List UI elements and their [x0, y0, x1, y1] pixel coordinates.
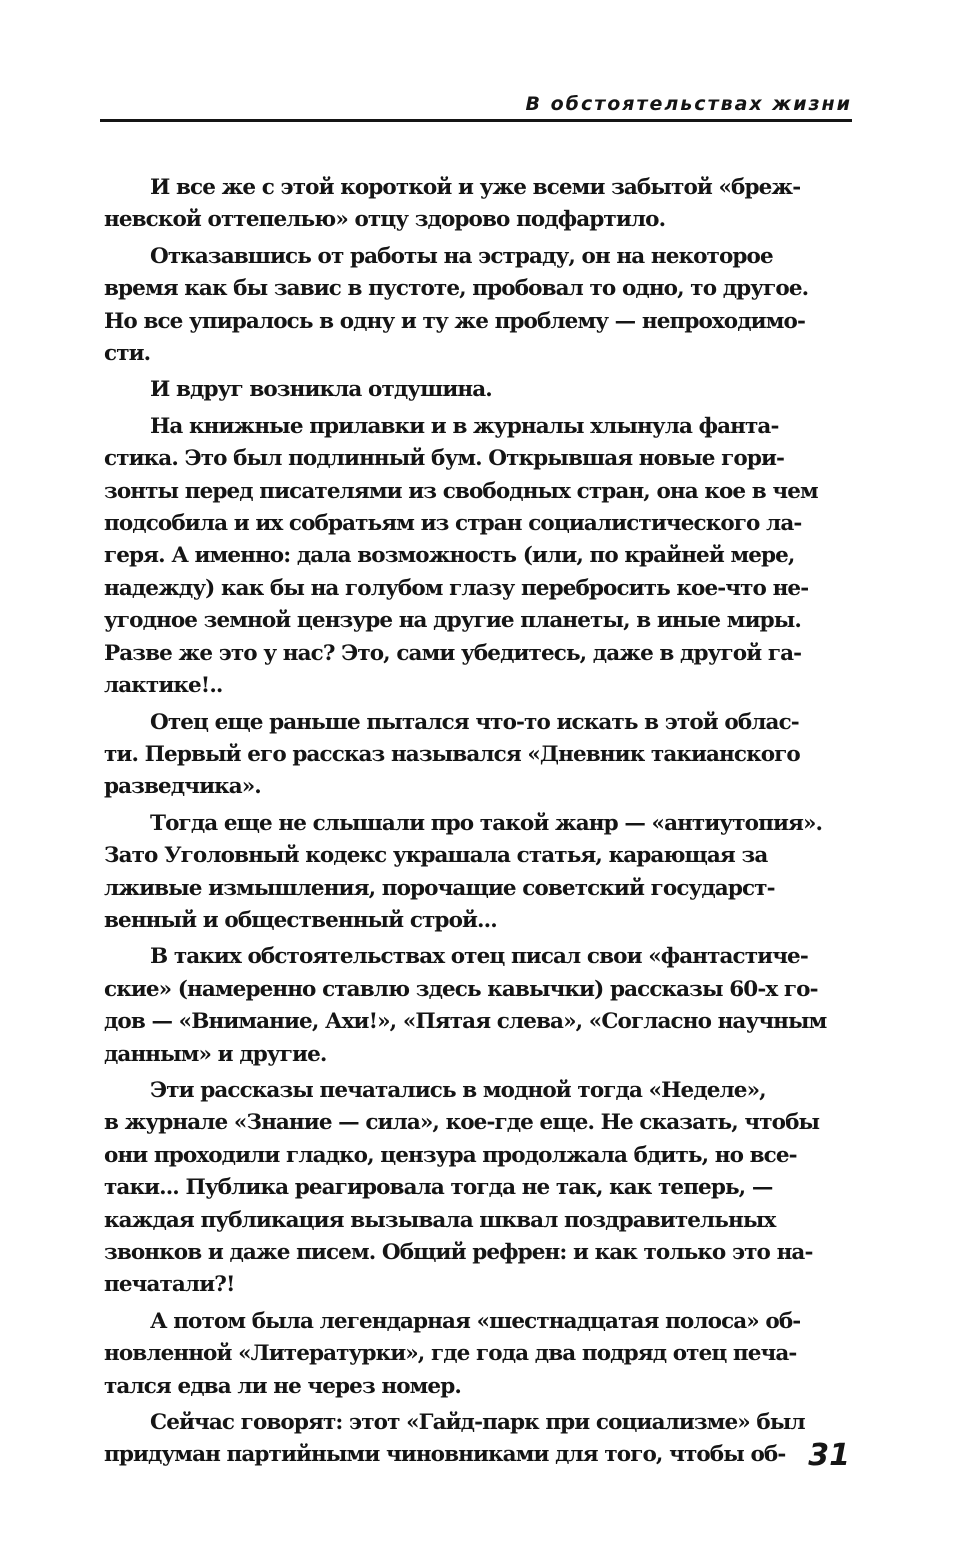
- paragraph: Отказавшись от работы на эстраду, он на некоторое время как бы завис в пустоте, пробовал то одно, то другое. Но все упиралось в одну и ту же проблему — непроходимо- сти.: [104, 243, 809, 367]
- body-text: [104, 172, 852, 1476]
- paragraph: Отец еще раньше пытался что-то искать в этой облас- ти. Первый его рассказ назывался «Дневник такианского разведчика».: [104, 709, 800, 800]
- paragraph: И вдруг возникла отдушина.: [150, 377, 492, 403]
- paragraph: Сейчас говорят: этот «Гайд-парк при социализме» был придуман партийными чиновниками для того, чтобы об-: [104, 1410, 805, 1468]
- running-head: В обстоятельствах жизни: [525, 93, 852, 115]
- page-number: 31: [808, 1438, 850, 1473]
- paragraph: А потом была легендарная «шестнадцатая полоса» об- новленной «Литературки», где года два подряд отец печа- тался едва ли не через номер.: [104, 1308, 801, 1399]
- paragraph: На книжные прилавки и в журналы хлынула фанта- стика. Это был подлинный бум. Открывшая новые гори- зонты перед писателями из свободных стран, она кое в чем подсобила и их собратьям из стран социалистического ла- геря. А именно: дала возможность (или, по крайней мере, надежду) как бы на голубом глазу перебросить кое-что не- угодное земной цензуре на другие планеты, в иные миры. Разве же это у нас? Это, сами убедитесь, даже в другой га- лактике!..: [104, 413, 818, 699]
- paragraph: В таких обстоятельствах отец писал свои «фантастиче- ские» (намеренно ставлю здесь кавычки) рассказы 60-х го- дов — «Внимание, Ахи!», «Пятая слева», «Согласно научным данным» и другие.: [104, 944, 827, 1067]
- paragraph: И все же с этой короткой и уже всеми забытой «бреж- невской оттепелью» отцу здорово подфартило.: [104, 175, 801, 233]
- paragraph: Тогда еще не слышали про такой жанр — «антиутопия». Зато Уголовный кодекс украшала статья, карающая за лживые измышления, порочащие советский государст- венный и общественный строй...: [104, 810, 823, 933]
- header-rule: [100, 119, 852, 122]
- paragraph: Эти рассказы печатались в модной тогда «Неделе», в журнале «Знание — сила», кое-где еще. Не сказать, чтобы они проходили гладко, цензура продолжала бдить, но все- таки... Публика реагировала тогда не так, как теперь, — каждая публикация вызывала шквал поздравительных звонков и даже писем. Общий рефрен: и как только это на- печатали?!: [104, 1077, 820, 1298]
